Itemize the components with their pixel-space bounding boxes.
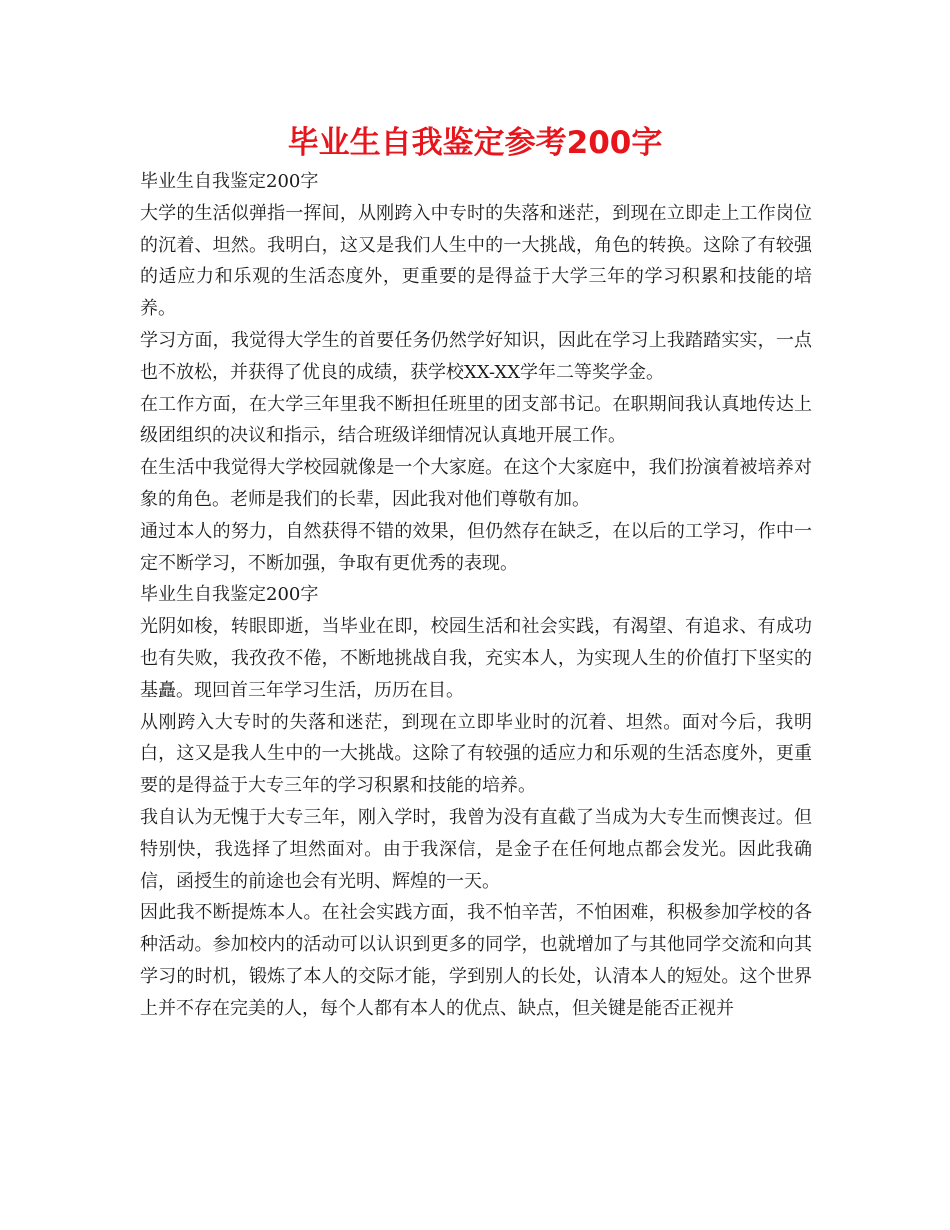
body-paragraph: 学习方面，我觉得大学生的首要任务仍然学好知识，因此在学习上我踏踏实实，一点也不放松，并获得了优良的成绩，获学校XX-XX学年二等奖学金。 bbox=[140, 329, 812, 383]
body-paragraph: 通过本人的努力，自然获得不错的效果，但仍然存在缺乏，在以后的工学习，作中一定不断学习，不断加强，争取有更优秀的表现。 bbox=[140, 520, 812, 574]
body-paragraph: 我自认为无愧于大专三年，刚入学时，我曾为没有直截了当成为大专生而懊丧过。但特别快，我选择了坦然面对。由于我深信，是金子在任何地点都会发光。因此我确信，函授生的前途也会有光明、辉煌的一天。 bbox=[140, 806, 812, 892]
body-paragraph: 从刚跨入大专时的失落和迷茫，到现在立即毕业时的沉着、坦然。面对今后，我明白，这又是我人生中的一大挑战。这除了有较强的适应力和乐观的生活态度外，更重要的是得益于大专三年的学习积累和技能的培养。 bbox=[140, 711, 812, 797]
body-paragraph: 光阴如梭，转眼即逝，当毕业在即，校园生活和社会实践，有渴望、有追求、有成功也有失败，我孜孜不倦，不断地挑战自我，充实本人，为实现人生的价值打下坚实的基矗。现回首三年学习生活，历历在目。 bbox=[140, 616, 812, 701]
body-paragraph: 在工作方面，在大学三年里我不断担任班里的团支部书记。在职期间我认真地传达上级团组织的决议和指示，结合班级详细情况认真地开展工作。 bbox=[140, 393, 812, 447]
section-heading: 毕业生自我鉴定200字 bbox=[140, 584, 319, 606]
document-title: 毕业生自我鉴定参考200字 bbox=[287, 125, 663, 161]
body-paragraph: 因此我不断提炼本人。在社会实践方面，我不怕辛苦，不怕困难，积极参加学校的各种活动。参加校内的活动可以认识到更多的同学，也就增加了与其他同学交流和向其学习的时机，锻炼了本人的交际才能，学到别人的长处，认清本人的短处。这个世界上并不存在完美的人，每个人都有本人的优点、缺点，但关键是能否正视并 bbox=[140, 902, 812, 1019]
body-paragraph: 在生活中我觉得大学校园就像是一个大家庭。在这个大家庭中，我们扮演着被培养对象的角色。老师是我们的长辈，因此我对他们尊敬有加。 bbox=[140, 457, 812, 510]
section-heading: 毕业生自我鉴定200字 bbox=[140, 171, 319, 192]
document-body bbox=[140, 166, 812, 1025]
body-paragraph: 大学的生活似弹指一挥间，从刚跨入中专时的失落和迷茫，到现在立即走上工作岗位的沉着、坦然。我明白，这又是我们人生中的一大挑战，角色的转换。这除了有较强的适应力和乐观的生活态度外，更重要的是得益于大学三年的学习积累和技能的培养。 bbox=[140, 202, 812, 320]
